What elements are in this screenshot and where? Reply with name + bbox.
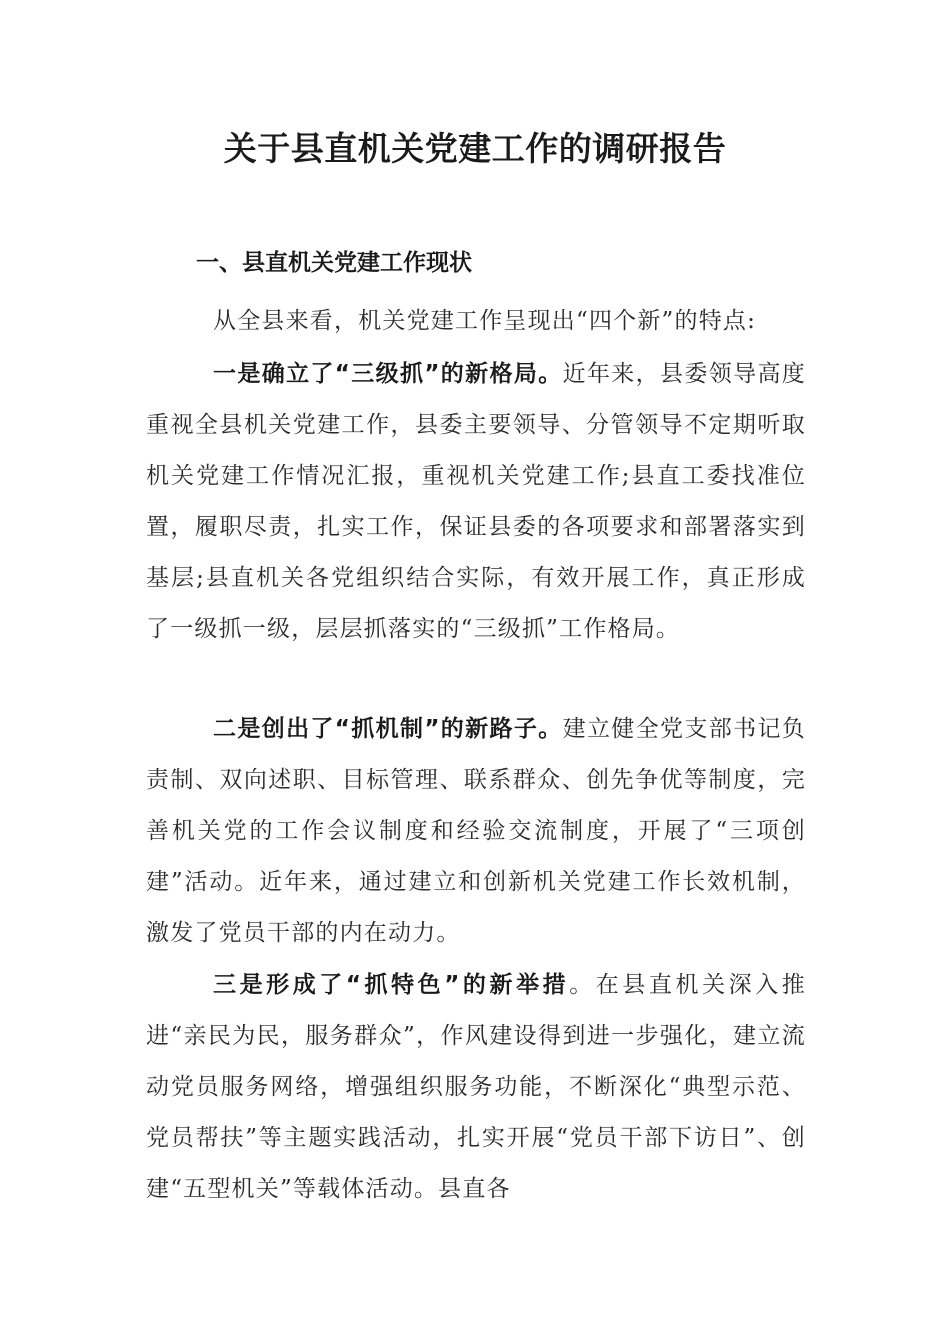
point-3-lead: 三是形成了“抓特色”的新举措	[213, 972, 570, 998]
paragraph-point-2	[146, 704, 806, 959]
point-2-lead: 二是创出了“抓机制”的新路子。	[213, 716, 563, 742]
point-1-lead: 一是确立了“三级抓”的新格局。	[213, 361, 563, 387]
point-2-body: 建立健全党支部书记负责制、双向述职、目标管理、联系群众、创先争优等制度，完善机关党的工作会议制度和经验交流制度，开展了“三项创建”活动。近年来，通过建立和创新机关党建工作长效机制，激发了党员干部的内在动力。	[146, 716, 807, 946]
intro-paragraph: 从全县来看，机关党建工作呈现出“四个新”的特点:	[213, 308, 757, 334]
point-3-body: 。在县直机关深入推进“亲民为民，服务群众”，作风建设得到进一步强化，建立流动党员服务网络，增强组织服务功能，不断深化“典型示范、党员帮扶”等主题实践活动，扎实开展“党员干部下访日”、创建“五型机关”等载体活动。县直各	[146, 972, 806, 1202]
paragraph-point-3	[146, 960, 806, 1215]
paragraph-point-1	[146, 349, 806, 655]
document-title: 关于县直机关党建工作的调研报告	[223, 129, 727, 168]
point-1-body: 近年来，县委领导高度重视全县机关党建工作，县委主要领导、分管领导不定期听取机关党建工作情况汇报，重视机关党建工作;县直工委找准位置，履职尽责，扎实工作，保证县委的各项要求和部署落实到基层;县直机关各党组织结合实际，有效开展工作，真正形成了一级抓一级，层层抓落实的“三级抓”工作格局。	[146, 361, 807, 642]
section-heading: 一、县直机关党建工作现状	[196, 250, 472, 276]
